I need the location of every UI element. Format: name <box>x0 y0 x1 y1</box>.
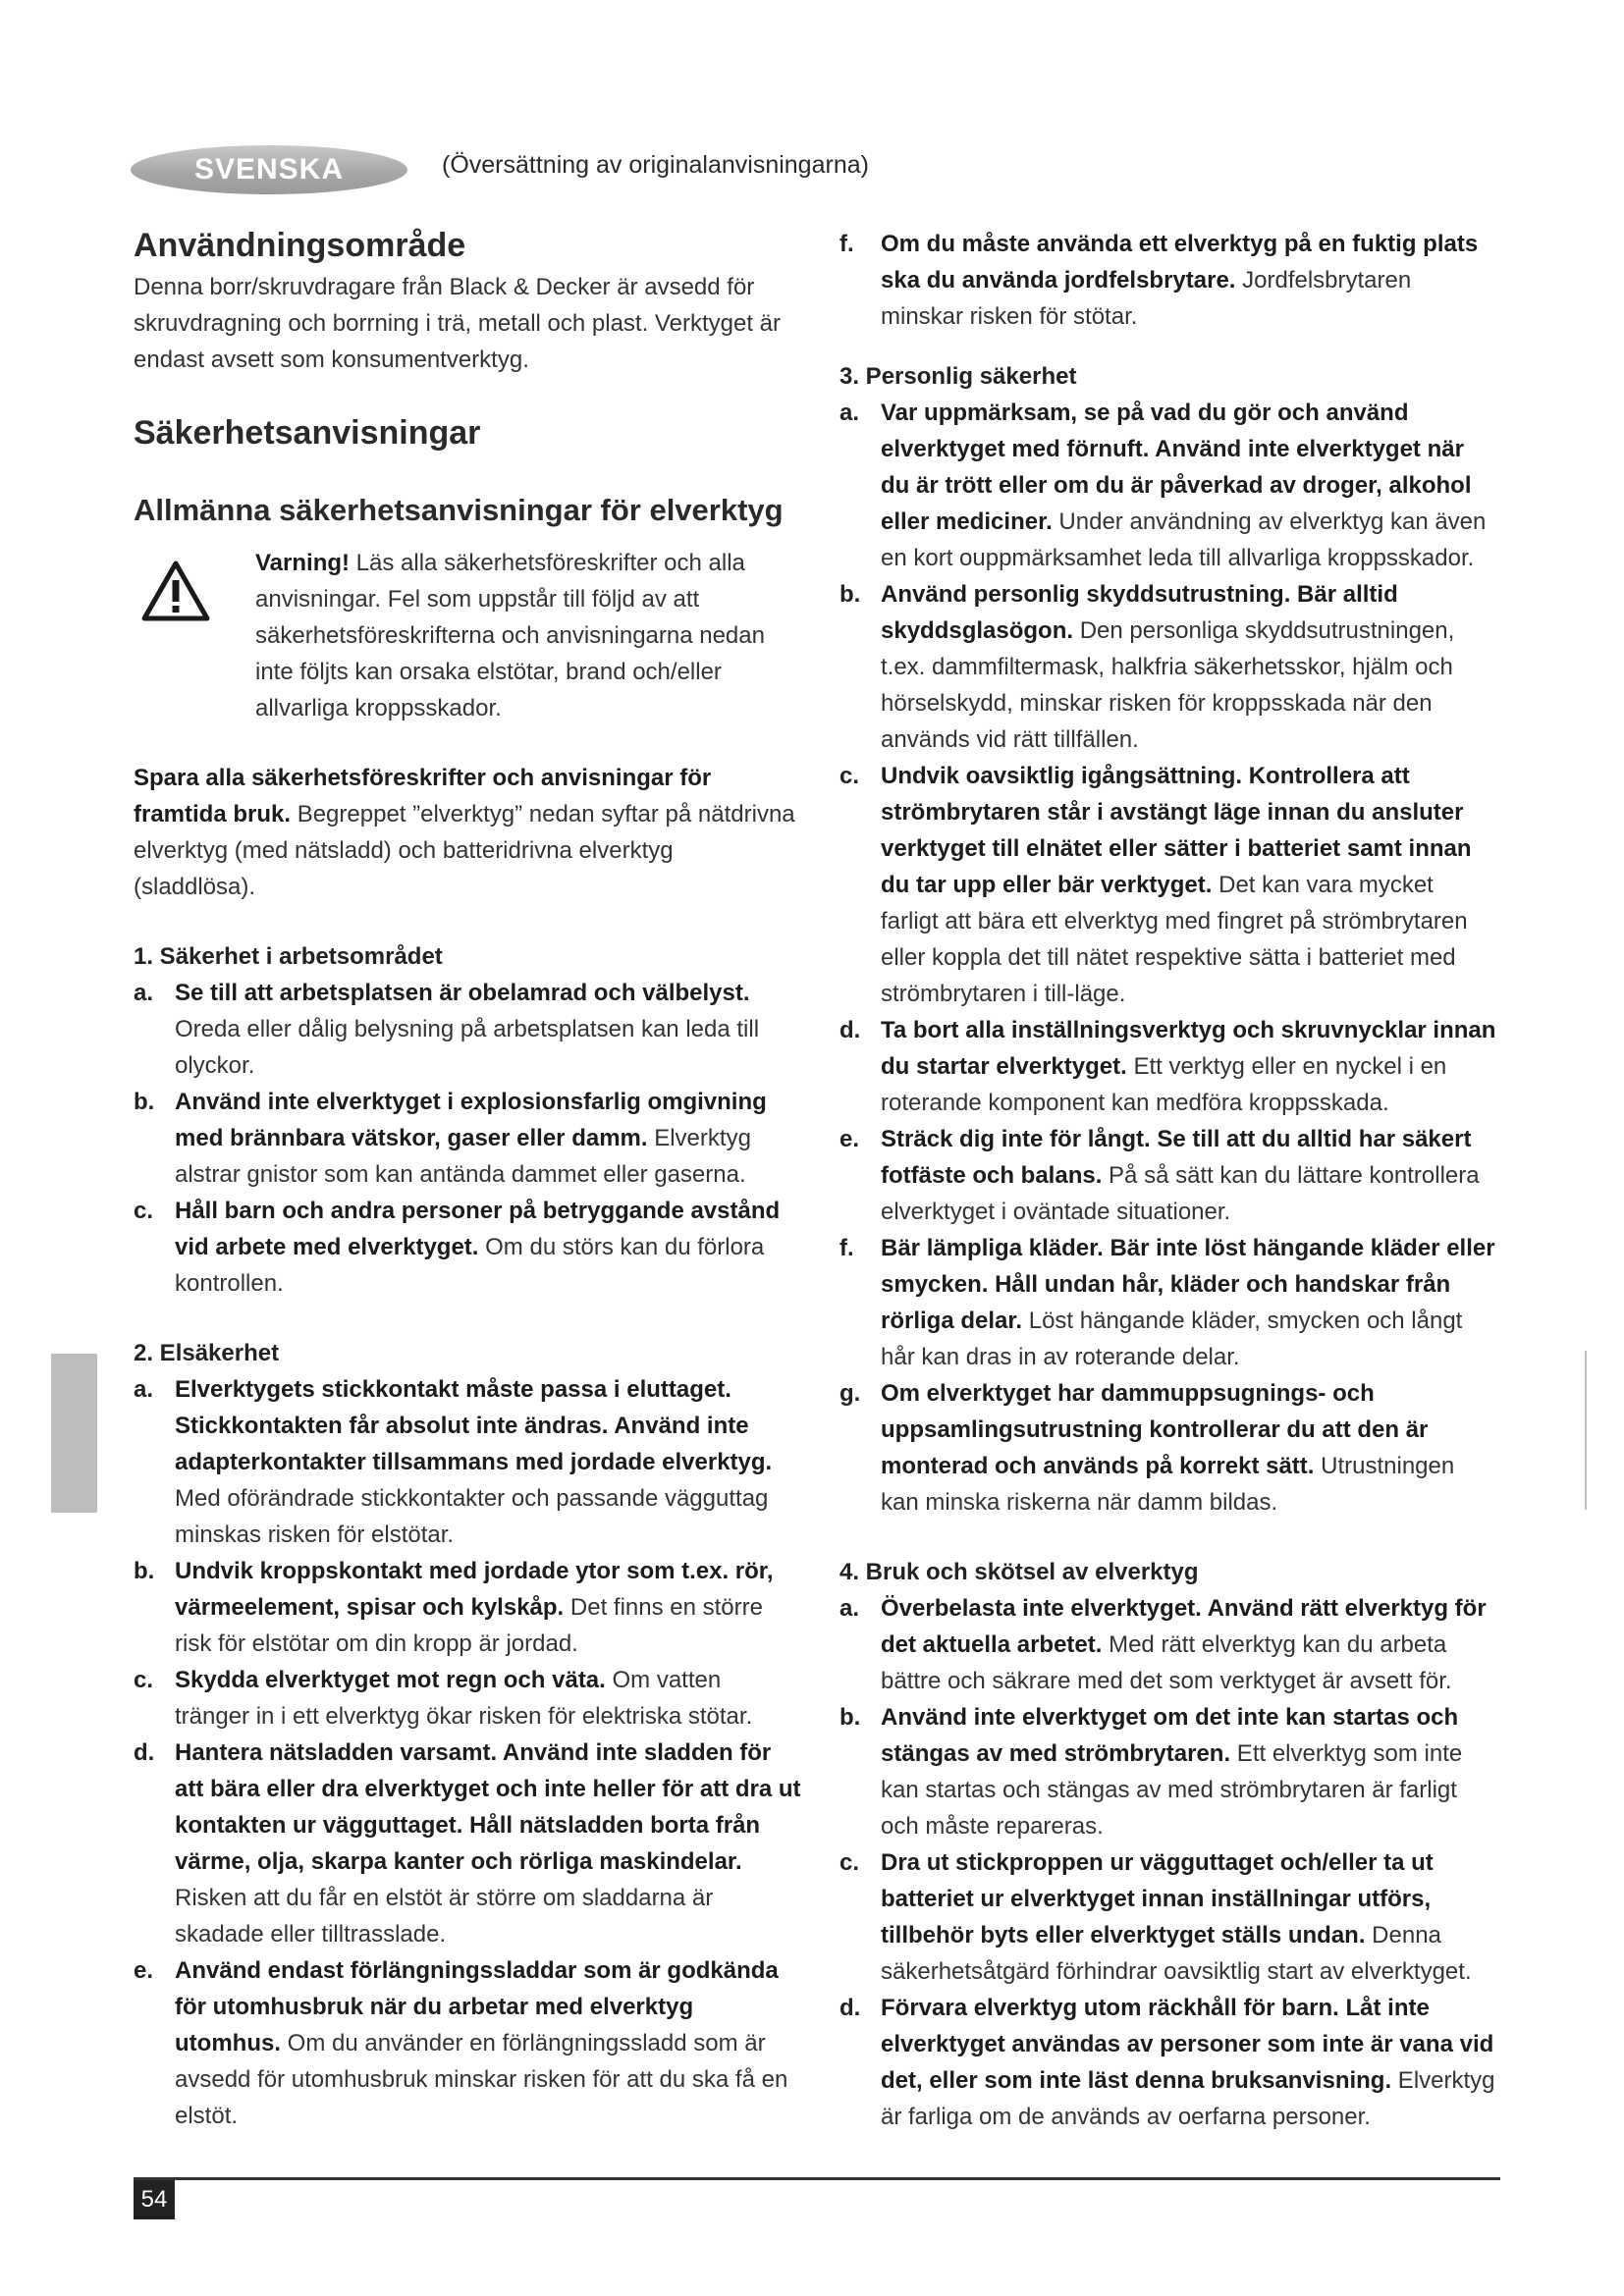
item-label: b. <box>134 1558 155 1584</box>
item-text: Denna säkerhetsåtgärd förhindrar oavsiktlig start av elverktyget. <box>881 1922 1472 1985</box>
section-4-title: 4. Bruk och skötsel av elverktyg <box>839 1559 1199 1585</box>
item-text: Utrustningen kan minska riskerna när damm bildas. <box>881 1453 1455 1516</box>
chapter-tab-marker <box>51 1354 97 1513</box>
warning-text: Läs alla säkerhetsföreskrifter och alla anvisningar. Fel som uppstår till följd av att säkerhetsföreskrifterna och anvisningarna nedan inte följts kan orsaka elstötar, brand och/eller allvarliga kroppsskador. <box>255 550 765 721</box>
warning-block <box>134 545 801 726</box>
list-item <box>134 1952 801 2134</box>
item-bold-text: Använd inte elverktyget i explosionsfarlig omgivning med brännbara vätskor, gaser eller damm. <box>175 1089 767 1151</box>
item-bold-text: Använd inte elverktyget om det inte kan startas och stängas av med strömbrytaren. <box>881 1704 1459 1767</box>
item-label: c. <box>839 763 860 789</box>
list-item: f. Om du måste använda ett elverktyg på en fuktig plats ska du använda jordfelsbrytare. Jordfelsbrytaren minskar risken för stötar. <box>839 231 1479 330</box>
item-label: a. <box>839 400 860 426</box>
list-item <box>839 1121 1497 1230</box>
item-text: Oreda eller dålig belysning på arbetsplatsen kan leda till olyckor. <box>175 1016 760 1079</box>
left-column <box>134 224 801 2134</box>
list-item <box>839 1590 1497 1699</box>
item-text: Den personliga skyddsutrustningen, t.ex. dammfiltermask, halkfria säkerhetsskor, hjälm och hörselskydd, minskar risken för kroppsskada när den används vid rätt tillfällen. <box>881 617 1455 753</box>
page-number: 54 <box>134 2180 175 2219</box>
item-label: b. <box>134 1089 155 1115</box>
item-bold-text: Elverktygets stickkontakt måste passa i eluttaget. Stickkontakten får absolut inte ändras. Använd inte adapterkontakter tillsammans med jordade elverktyg. <box>175 1376 773 1475</box>
language-badge: SVENSKA <box>131 145 407 194</box>
item-bold-text: Om elverktyget har dammuppsugnings- och uppsamlingsutrustning kontrollerar du att den är monterad och används på korrekt sätt. <box>881 1380 1429 1479</box>
item-text: Med rätt elverktyg kan du arbeta bättre och säkrare med det som verktyget är avsett för. <box>881 1631 1452 1694</box>
item-text: Om du störs kan du förlora kontrollen. <box>175 1234 765 1297</box>
section-4-list <box>839 1590 1497 2135</box>
item-text: Under användning av elverktyg kan även en kort ouppmärksamhet leda till allvarliga kroppsskador. <box>881 508 1487 571</box>
item-text: Det finns en större risk för elstötar om din kropp är jordad. <box>175 1594 763 1657</box>
list-item <box>839 1699 1497 1844</box>
item-label: b. <box>839 581 861 608</box>
use-heading: Användningsområde <box>134 227 466 264</box>
item-text: Ett verktyg eller en nyckel i en roterande komponent kan medföra kroppsskada. <box>881 1053 1447 1116</box>
item-bold-text: Överbelasta inte elverktyget. Använd rätt elverktyg för det aktuella arbetet. <box>881 1595 1487 1658</box>
item-text: På så sätt kan du lättare kontrollera elverktyget i oväntade situationer. <box>881 1162 1480 1225</box>
section-3-list <box>839 395 1497 1521</box>
item-bold-text: Dra ut stickproppen ur vägguttaget och/eller ta ut batteriet ur elverktyget innan inställningar utförs, tillbehör byts eller elverktyget ställs undan. <box>881 1849 1434 1949</box>
item-bold-text: Undvik kroppskontakt med jordade ytor som t.ex. rör, värmeelement, spisar och kylskåp. <box>175 1558 774 1621</box>
list-item <box>134 1084 801 1193</box>
item-bold-text: Håll barn och andra personer på betryggande avstånd vid arbete med elverktyget. <box>175 1198 781 1260</box>
warning-label: Varning! <box>255 550 351 576</box>
item-text: Om du använder en förlängningssladd som är avsedd för utomhusbruk minskar risken för att du ska få en elstöt. <box>175 2030 788 2129</box>
use-text: Denna borr/skruvdragare från Black & Decker är avsedd för skruvdragning och borrning i trä, metall och plast. Verktyget är endast avsett som konsumentverktyg. <box>134 274 781 373</box>
item-label: a. <box>134 1376 154 1403</box>
list-item <box>134 1193 801 1302</box>
item-label: c. <box>134 1198 154 1224</box>
item-label: e. <box>839 1126 860 1152</box>
section-3-title: 3. Personlig säkerhet <box>839 363 1077 390</box>
list-item <box>839 1375 1497 1521</box>
item-text: Löst hängande kläder, smycken och långt hår kan dras in av roterande delar. <box>881 1308 1463 1370</box>
item-label: f. <box>839 1235 854 1261</box>
item-label: b. <box>839 1704 861 1731</box>
item-label: c. <box>134 1667 154 1693</box>
item-label: g. <box>839 1380 861 1407</box>
list-item <box>134 1662 801 1735</box>
list-item <box>134 1371 801 1553</box>
item-bold-text: Bär lämpliga kläder. Bär inte löst hängande kläder eller smycken. Håll undan hår, kläder och handskar från rörliga delar. <box>881 1235 1495 1334</box>
item-label: a. <box>134 980 154 1006</box>
item-bold-text: Ta bort alla inställningsverktyg och skruvnycklar innan du startar elverktyget. <box>881 1017 1496 1080</box>
general-safety-heading: Allmänna säkerhetsanvisningar för elverktyg <box>134 493 784 527</box>
item-label: d. <box>839 1017 861 1043</box>
list-item <box>839 576 1497 758</box>
warning-triangle-icon <box>141 561 210 621</box>
item-text: Ett elverktyg som inte kan startas och stängas av med strömbrytaren är farligt och måste repareras. <box>881 1740 1463 1840</box>
footer-rule <box>134 2177 1500 2180</box>
item-label: d. <box>839 1995 861 2021</box>
section-1-title: 1. Säkerhet i arbetsområdet <box>134 943 443 970</box>
item-bold-text: Var uppmärksam, se på vad du gör och använd elverktyget med förnuft. Använd inte elverktyget när du är trött eller om du är påverkad av droger, alkohol eller mediciner. <box>881 400 1472 535</box>
item-bold-text: Sträck dig inte för långt. Se till att du alltid har säkert fotfäste och balans. <box>881 1126 1472 1189</box>
item-text: Risken att du får en elstöt är större om sladdarna är skadade eller tilltrasslade. <box>175 1885 714 1948</box>
item-label: a. <box>839 1595 860 1622</box>
item-label: d. <box>134 1739 155 1766</box>
save-instructions: Spara alla säkerhetsföreskrifter och anvisningar för framtida bruk. Begreppet ”elverktyg” nedan syftar på nätdrivna elverktyg (med nätsladd) och batteridrivna elverktyg (sladdlösa). <box>134 765 795 900</box>
section-2-title: 2. Elsäkerhet <box>134 1340 280 1366</box>
item-bold-text: Använd personlig skyddsutrustning. Bär alltid skyddsglasögon. <box>881 581 1398 644</box>
item-text: Det kan vara mycket farligt att bära ett elverktyg med fingret på strömbrytaren eller koppla det till nätet respektive sätta i batteriet med strömbrytaren i till-läge. <box>881 872 1468 1007</box>
item-bold-text: Undvik oavsiktlig igångsättning. Kontrollera att strömbrytaren står i avstängt läge innan du ansluter verktyget till elnätet eller sätter i batteriet samt innan du tar upp eller bär verktyget. <box>881 763 1472 898</box>
list-item <box>839 1230 1497 1375</box>
item-text: Elverktyg alstrar gnistor som kan antända dammet eller gaserna. <box>175 1125 751 1188</box>
item-bold-text: Förvara elverktyg utom räckhåll för barn. Låt inte elverktyget användas av personer som inte är vana vid det, eller som inte läst denna bruksanvisning. <box>881 1995 1494 2094</box>
item-bold-text: Hantera nätsladden varsamt. Använd inte sladden för att bära eller dra elverktyget och inte heller för att dra ut kontakten ur vägguttaget. Håll nätsladden borta från värme, olja, skarpa kanter och rörliga maskindelar. <box>175 1739 801 1875</box>
item-bold-text: Se till att arbetsplatsen är obelamrad och välbelyst. <box>175 980 750 1006</box>
list-item <box>839 1012 1497 1121</box>
item-label: e. <box>134 1957 154 1984</box>
list-item <box>134 1735 801 1952</box>
section-1-list <box>134 975 801 1302</box>
list-item <box>134 1553 801 1662</box>
safety-heading: Säkerhetsanvisningar <box>134 414 481 452</box>
list-item <box>839 1844 1497 1990</box>
item-bold-text: Skydda elverktyget mot regn och väta. <box>175 1667 606 1693</box>
item-text: Om vatten tränger in i ett elverktyg ökar risken för elektriska stötar. <box>175 1667 753 1730</box>
list-item <box>839 758 1497 1012</box>
translation-note: (Översättning av originalanvisningarna) <box>442 151 869 179</box>
item-bold-text: Använd endast förlängningssladdar som är godkända för utomhusbruk när du arbetar med elverktyg utomhus. <box>175 1957 779 2056</box>
item-label: c. <box>839 1849 860 1876</box>
list-item <box>839 1990 1497 2135</box>
margin-rule <box>1585 1351 1587 1510</box>
right-column <box>839 226 1497 2135</box>
section-2-list <box>134 1371 801 2134</box>
list-item <box>839 395 1497 576</box>
item-text: Med oförändrade stickkontakter och passande vägguttag minskas risken för elstötar. <box>175 1485 769 1548</box>
item-text: Elverktyg är farliga om de används av oerfarna personer. <box>881 2067 1495 2130</box>
list-item <box>134 975 801 1084</box>
